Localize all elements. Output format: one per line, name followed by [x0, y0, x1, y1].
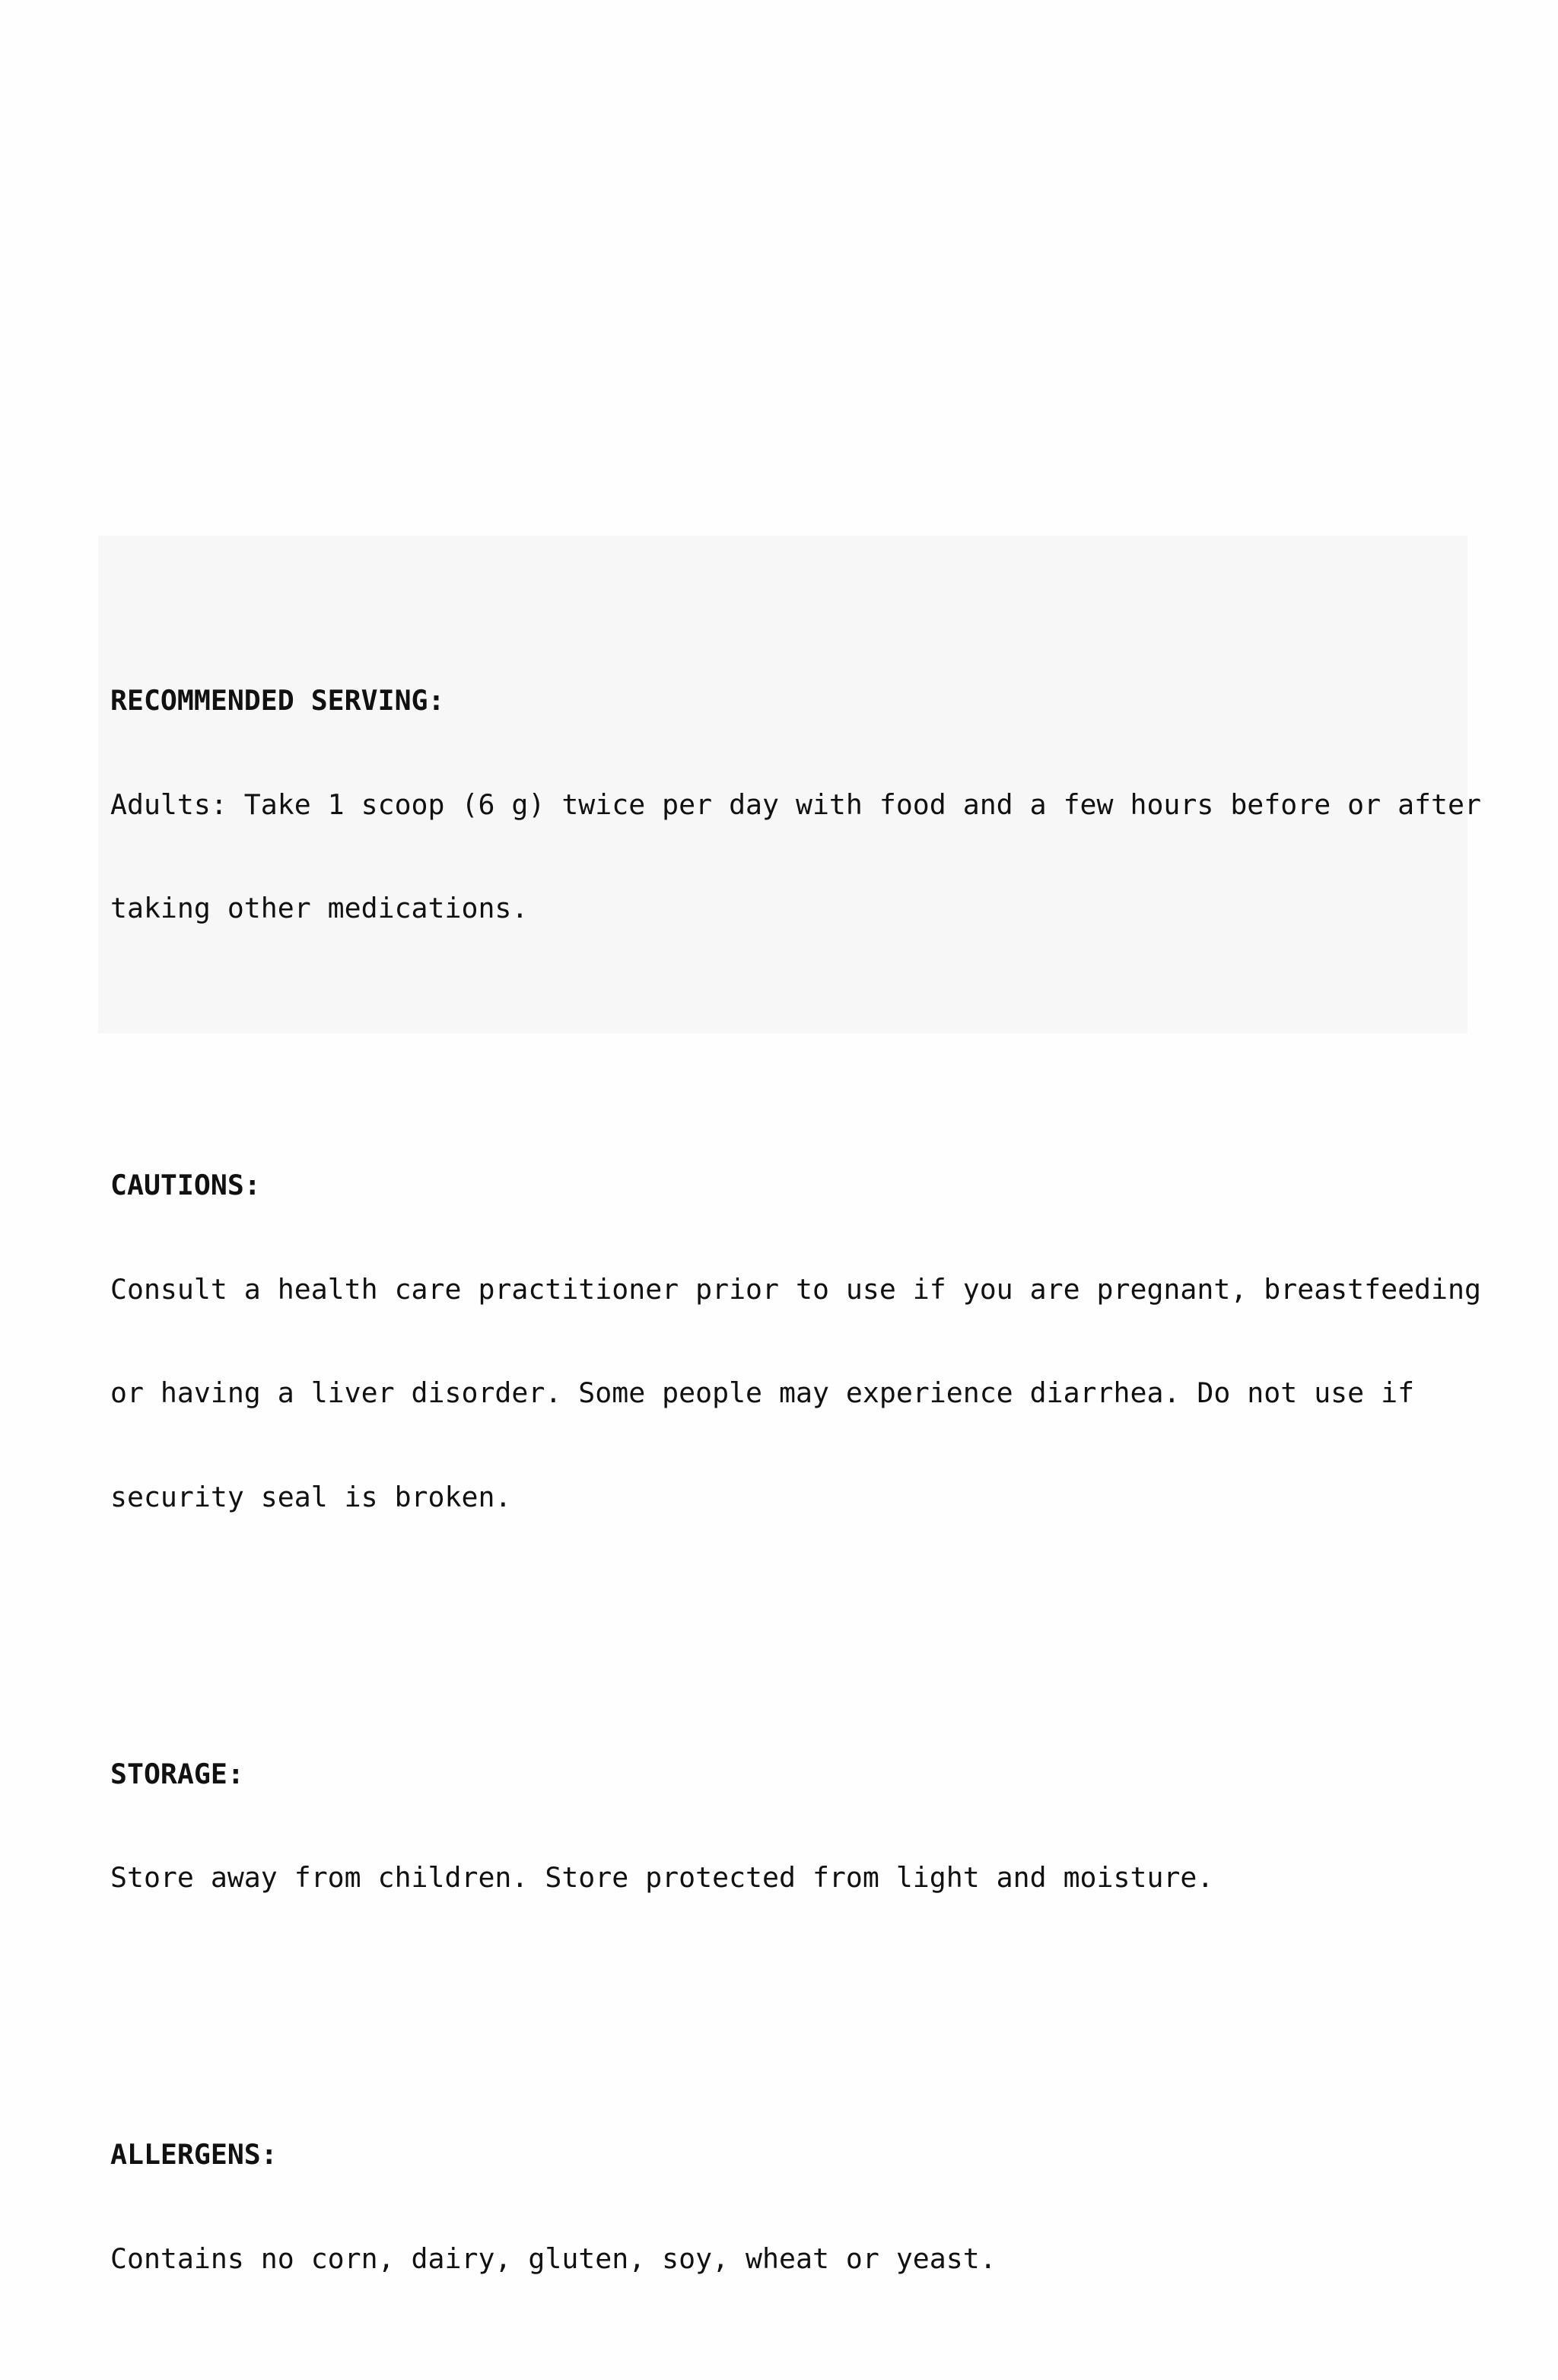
- label-text-panel: [98, 536, 1481, 2275]
- cautions-line-1: Consult a health care practitioner prior to use if you are pregnant, breastfeeding: [110, 1272, 1481, 1306]
- recommended-serving-line-1: Adults: Take 1 scoop (6 g) twice per day with food and a few hours before or after: [110, 788, 1481, 821]
- storage-section: [110, 1688, 1467, 1965]
- allergens-heading: ALLERGENS:: [110, 2138, 278, 2171]
- storage-heading: STORAGE:: [110, 1757, 244, 1790]
- storage-line-1: Store away from children. Store protected from light and moisture.: [110, 1861, 1214, 1894]
- allergens-line-1: Contains no corn, dairy, gluten, soy, wheat or yeast.: [110, 2242, 997, 2275]
- allergens-section: [110, 2068, 1467, 2345]
- cautions-line-2: or having a liver disorder. Some people may experience diarrhea. Do not use if: [110, 1376, 1415, 1409]
- recommended-serving-line-2: taking other medications.: [110, 892, 529, 924]
- cautions-section: [110, 1099, 1481, 1583]
- recommended-serving-heading: RECOMMENDED SERVING:: [110, 684, 445, 717]
- cautions-heading: CAUTIONS:: [110, 1169, 261, 1201]
- cautions-line-3: security seal is broken.: [110, 1480, 512, 1513]
- recommended-serving-section: [110, 614, 1481, 995]
